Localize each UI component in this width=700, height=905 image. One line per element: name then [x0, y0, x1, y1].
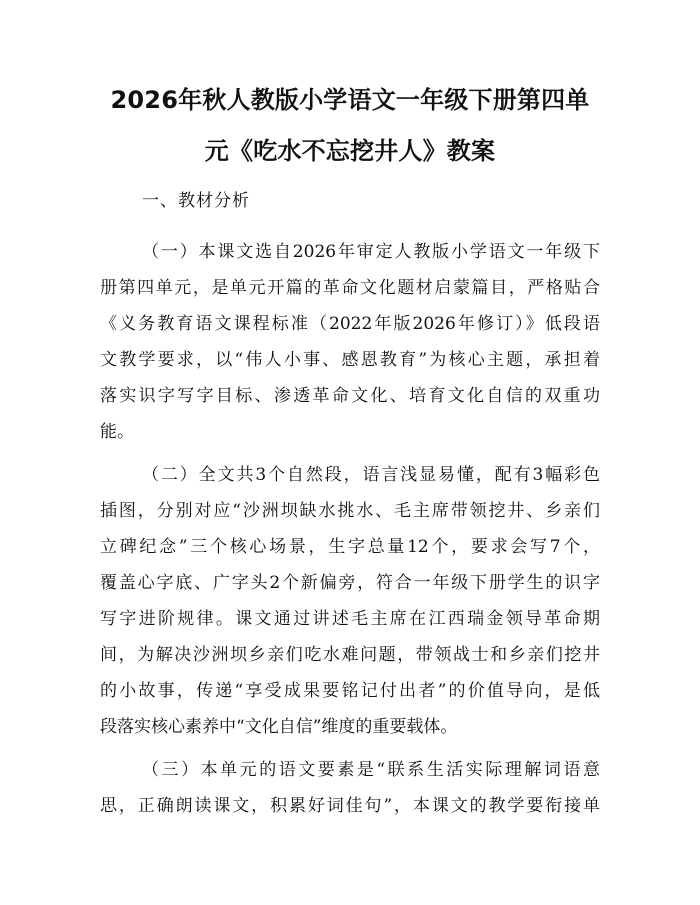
paragraph-2-line-3: 立碑纪念”三个核心场景，生字总量12个，要求会写7个， — [100, 537, 600, 557]
paragraph-2-line-4: 覆盖心字底、广字头2个新偏旁，符合一年级下册学生的识字 — [100, 573, 600, 593]
paragraph-2-line-6: 间，为解决沙洲坝乡亲们吃水难问题，带领战士和乡亲们挖井 — [100, 645, 600, 665]
paragraph-2-line-8: 段落实核心素养中“文化自信”维度的重要载体。 — [100, 717, 458, 737]
paragraph-1-line-6: 能。 — [100, 422, 134, 442]
paragraph-1-line-2: 册第四单元，是单元开篇的革命文化题材启蒙篇目，严格贴合 — [100, 278, 600, 298]
document-title-line-1: 2026年秋人教版小学语文一年级下册第四单 — [110, 86, 590, 114]
paragraph-1-line-3: 《义务教育语文课程标准（2022年版2026年修订）》低段语 — [100, 314, 600, 334]
paragraph-3-line-2: 思，正确朗读课文，积累好词佳句”，本课文的教学要衔接单 — [100, 796, 600, 816]
paragraph-2-line-7: 的小故事，传递“享受成果要铭记付出者”的价值导向，是低 — [100, 681, 600, 701]
paragraph-2-line-5: 写字进阶规律。课文通过讲述毛主席在江西瑞金领导革命期 — [100, 609, 600, 629]
paragraph-1-line-5: 落实识字写字目标、渗透革命文化、培育文化自信的双重功 — [100, 386, 600, 406]
paragraph-1-line-1: （一）本课文选自2026年审定人教版小学语文一年级下 — [142, 242, 600, 262]
section-heading: 一、教材分析 — [142, 191, 250, 211]
paragraph-2-line-2: 插图，分别对应“沙洲坝缺水挑水、毛主席带领挖井、乡亲们 — [100, 501, 600, 521]
document-title-line-2: 元《吃水不忘挖井人》教案 — [204, 137, 496, 165]
paragraph-3-line-1: （三）本单元的语文要素是“联系生活实际理解词语意 — [142, 760, 600, 780]
paragraph-2-line-1: （二）全文共3个自然段，语言浅显易懂，配有3幅彩色 — [142, 465, 600, 485]
paragraph-1-line-4: 文教学要求，以“伟人小事、感恩教育”为核心主题，承担着 — [100, 350, 600, 370]
